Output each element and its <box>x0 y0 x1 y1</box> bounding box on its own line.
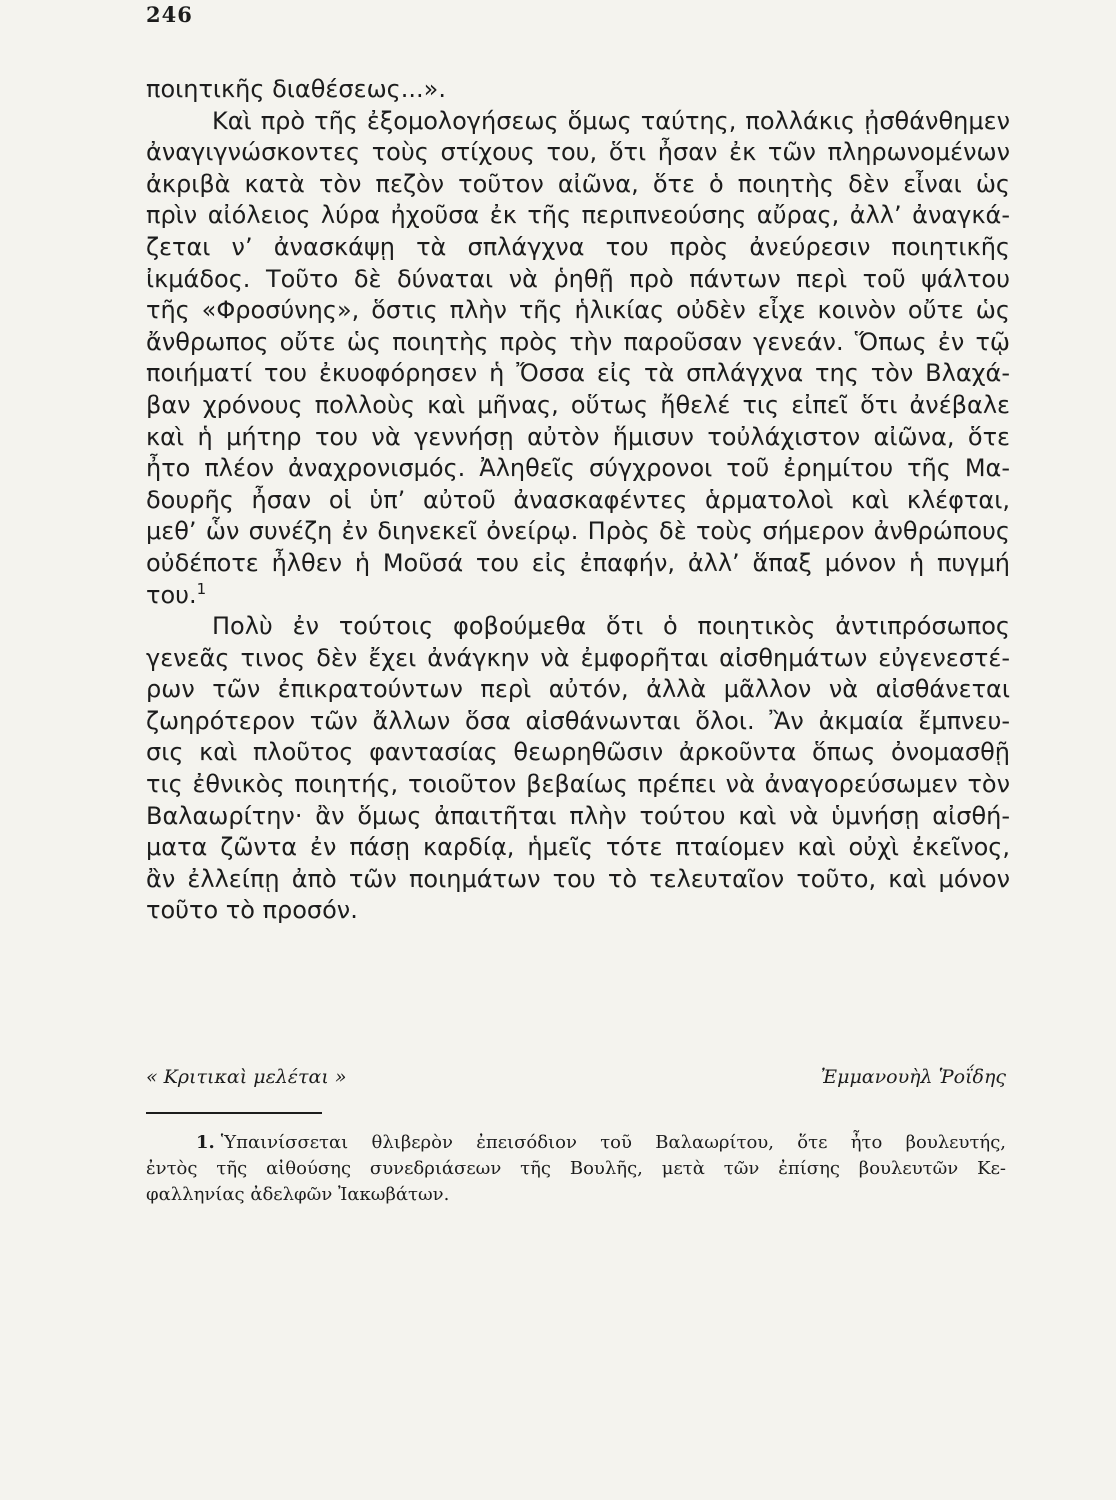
text-line: ἰκμάδος. Τοῦτο δὲ δύναται νὰ ῥηθῇ πρὸ πάντων περὶ τοῦ ψάλτου <box>146 264 1010 293</box>
text-line: Βαλαωρίτην· ἂν ὅμως ἀπαιτῆται πλὴν τούτου καὶ νὰ ὑμνήσῃ αἰσθή- <box>146 801 1010 830</box>
footnote-text: Ὑπαινίσσεται θλιβερὸν ἐπεισόδιον τοῦ Βαλαωρίτου, ὅτε ἦτο βουλευτής, <box>220 1132 1006 1153</box>
footnote <box>146 1130 1006 1208</box>
text-line: πρὶν αἰόλειος λύρα ἠχοῦσα ἐκ τῆς περιπνεούσης αὔρας, ἀλλ’ ἀναγκά- <box>146 201 1010 230</box>
footnote-marker: 1 <box>196 579 207 598</box>
page-number: 246 <box>146 2 193 27</box>
text-line: ἀκριβὰ κατὰ τὸν πεζὸν τοῦτον αἰῶνα, ὅτε ὁ ποιητὴς δὲν εἶναι ὡς <box>146 169 1010 198</box>
text-line: καὶ ἡ μήτηρ του νὰ γεννήσῃ αὐτὸν ἥμισυν τοὐλάχιστον αἰῶνα, ὅτε <box>146 422 1010 451</box>
text-line: τις ἐθνικὸς ποιητής, τοιοῦτον βεβαίως πρέπει νὰ ἀναγορεύσωμεν τὸν <box>146 770 1010 799</box>
footnote-number: 1. <box>196 1132 215 1153</box>
text-line: δουρῆς ἦσαν οἱ ὑπ’ αὐτοῦ ἀνασκαφέντες ἁρματολοὶ καὶ κλέφται, <box>146 485 1010 514</box>
text-line: οὐδέποτε ἦλθεν ἡ Μοῦσά του εἰς ἐπαφήν, ἀλλ’ ἅπαξ μόνον ἡ πυγμή <box>146 548 1010 577</box>
text-line: Πολὺ ἐν τούτοις φοβούμεθα ὅτι ὁ ποιητικὸς ἀντιπρόσωπος <box>212 612 1010 641</box>
footnote-line <box>146 1130 1006 1156</box>
body-text <box>146 74 1010 927</box>
footnote-line: ἐντὸς τῆς αἰθούσης συνεδριάσεων τῆς Βουλῆς, μετὰ τῶν ἐπίσης βουλευτῶν Κε- <box>146 1158 1006 1179</box>
text-line: ζεται ν’ ἀνασκάψῃ τὰ σπλάγχνα του πρὸς ἀνεύρεσιν ποιητικῆς <box>146 232 1010 261</box>
text-line-content: του. <box>146 580 197 609</box>
text-line: τῆς «Φροσύνης», ὅστις πλὴν τῆς ἡλικίας οὐδὲν εἶχε κοινὸν οὔτε ὡς <box>146 296 1010 325</box>
source-title: « Κριτικαὶ μελέται » <box>146 1066 347 1088</box>
text-line: σις καὶ πλοῦτος φαντασίας θεωρηθῶσιν ἀρκοῦντα ὅπως ὀνομασθῇ <box>146 738 1010 767</box>
paragraph <box>146 106 1010 612</box>
footnote-divider <box>146 1112 322 1114</box>
text-line: ἂν ἐλλείπῃ ἀπὸ τῶν ποιημάτων του τὸ τελευταῖον τοῦτο, καὶ μόνον <box>146 864 1010 893</box>
text-line: ματα ζῶντα ἐν πάσῃ καρδίᾳ, ἡμεῖς τότε πταίομεν καὶ οὐχὶ ἐκεῖνος, <box>146 833 1010 862</box>
text-line: ποιήματί του ἐκυοφόρησεν ἡ Ὄσσα εἰς τὰ σπλάγχνα της τὸν Βλαχά- <box>146 359 1010 388</box>
footnote-line: φαλληνίας ἀδελφῶν Ἰακωβάτων. <box>146 1184 450 1205</box>
text-line: ἄνθρωπος οὔτε ὡς ποιητὴς πρὸς τὴν παροῦσαν γενεάν. Ὅπως ἐν τῷ <box>146 327 1010 356</box>
text-line: ρων τῶν ἐπικρατούντων περὶ αὐτόν, ἀλλὰ μᾶλλον νὰ αἰσθάνεται <box>146 675 1010 704</box>
signature-line <box>146 1066 1006 1088</box>
text-line: Καὶ πρὸ τῆς ἐξομολογήσεως ὅμως ταύτης, πολλάκις ᾐσθάνθημεν <box>212 106 1010 135</box>
text-line: βαν χρόνους πολλοὺς καὶ μῆνας, οὕτως ἤθελέ τις εἰπεῖ ὅτι ἀνέβαλε <box>146 390 1010 419</box>
paragraph <box>146 611 1010 927</box>
text-line: ποιητικῆς διαθέσεως...». <box>146 75 446 103</box>
text-line: τοῦτο τὸ προσόν. <box>146 896 358 925</box>
author-name: Ἐμμανουὴλ Ῥοΐδης <box>820 1066 1006 1088</box>
text-line: ζωηρότερον τῶν ἄλλων ὅσα αἰσθάνωνται ὅλοι. Ἂν ἀκμαία ἔμπνευ- <box>146 706 1010 735</box>
text-line: ἀναγιγνώσκοντες τοὺς στίχους του, ὅτι ἦσαν ἐκ τῶν πληρωνομένων <box>146 138 1010 167</box>
text-line: μεθ’ ὧν συνέζη ἐν διηνεκεῖ ὀνείρῳ. Πρὸς δὲ τοὺς σήμερον ἀνθρώπους <box>146 517 1010 546</box>
text-line <box>146 580 1010 612</box>
text-line: ἦτο πλέον ἀναχρονισμός. Ἀληθεῖς σύγχρονοι τοῦ ἐρημίτου τῆς Μα- <box>146 454 1010 483</box>
paragraph-continuation <box>146 74 1010 106</box>
text-line: γενεᾶς τινος δὲν ἔχει ἀνάγκην νὰ ἐμφορῆται αἰσθημάτων εὐγενεστέ- <box>146 643 1010 672</box>
